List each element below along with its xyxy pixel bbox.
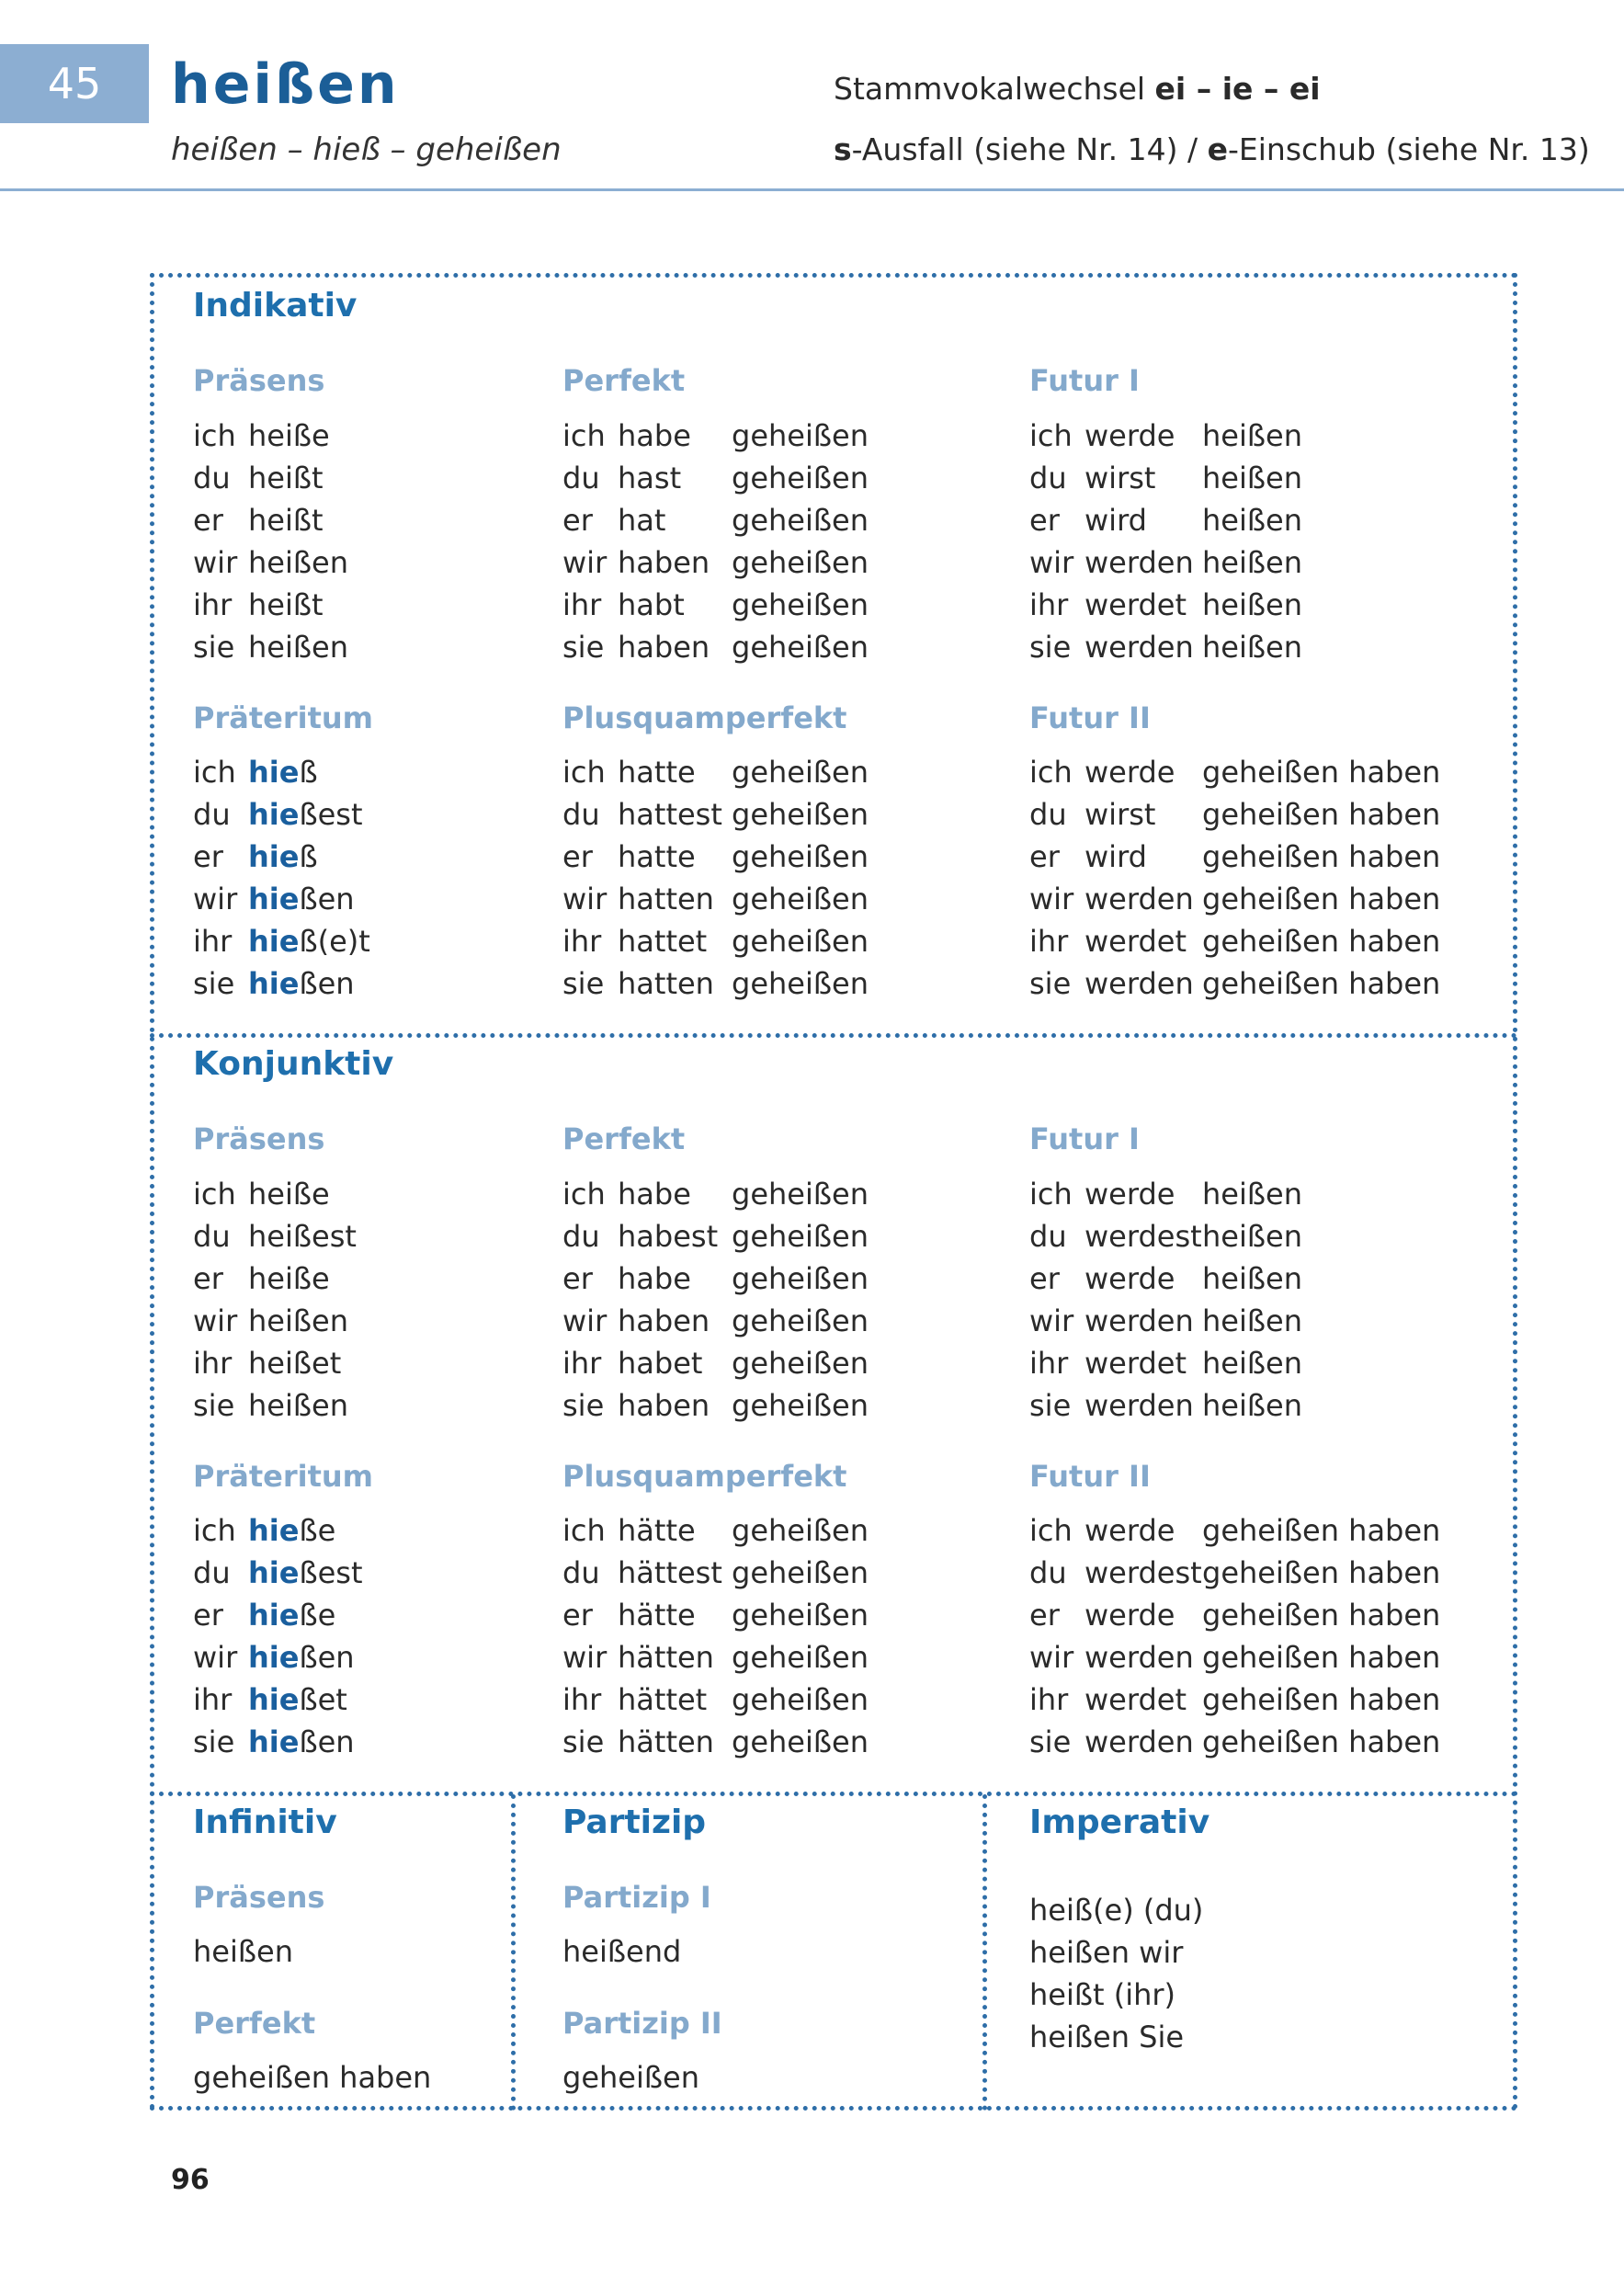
pronoun: du	[1029, 461, 1067, 495]
pronoun: er	[193, 503, 223, 538]
principal-parts: heißen – hieß – geheißen	[171, 131, 562, 168]
verb-form	[248, 1636, 355, 1679]
verb-form: werden	[1085, 630, 1194, 665]
pronoun: du	[562, 461, 600, 495]
pronoun: sie	[562, 966, 605, 1001]
pronoun: er	[562, 503, 593, 538]
pronoun: er	[193, 839, 223, 874]
stem-vowel-highlight: hie	[248, 966, 300, 1001]
verb-form	[248, 1594, 335, 1636]
participle: geheißen	[732, 1682, 869, 1717]
verb-form: wird	[1085, 839, 1147, 874]
participle: geheißen haben	[1202, 1640, 1441, 1675]
pronoun: ihr	[562, 924, 602, 959]
pronoun: ich	[1029, 1513, 1073, 1548]
stem-rest: ß	[299, 882, 318, 916]
verb-form: heißt	[248, 461, 324, 495]
participle: geheißen haben	[1202, 1513, 1441, 1548]
ending: est	[317, 1555, 363, 1590]
verb-form: wirst	[1085, 461, 1156, 495]
note-s-text: -Ausfall (siehe Nr. 14) /	[851, 131, 1208, 167]
verb-form: werdet	[1085, 1682, 1187, 1717]
participle: geheißen	[732, 545, 869, 580]
verb-form: werde	[1085, 1598, 1175, 1633]
verb-form: heißt	[248, 587, 324, 622]
imperativ-form-2: heißen wir	[1029, 1935, 1184, 1970]
pronoun: ihr	[562, 587, 602, 622]
pronoun: ihr	[1029, 587, 1069, 622]
verb-form: hatte	[618, 839, 696, 874]
pronoun: wir	[1029, 545, 1074, 580]
mood-konjunktiv: Konjunktiv	[193, 1045, 394, 1083]
section-imperativ: Imperativ	[1029, 1804, 1210, 1841]
spelling-note	[834, 129, 1590, 171]
verb-form: werde	[1085, 418, 1175, 453]
participle: geheißen	[732, 587, 869, 622]
pronoun: sie	[562, 1388, 605, 1423]
participle: heißen	[1202, 1346, 1302, 1381]
pronoun: wir	[562, 545, 608, 580]
stem-vowel-highlight: hie	[248, 1555, 300, 1590]
pronoun: du	[562, 1555, 600, 1590]
participle: heißen	[1202, 1303, 1302, 1338]
participle: geheißen haben	[1202, 924, 1441, 959]
verb-form: heißest	[248, 1219, 357, 1254]
pronoun: ihr	[1029, 1346, 1069, 1381]
participle: geheißen	[732, 1261, 869, 1296]
participle: geheißen	[732, 418, 869, 453]
pronoun: sie	[193, 630, 235, 665]
pronoun: ich	[193, 1177, 236, 1212]
verb-form: werdest	[1085, 1555, 1202, 1590]
pronoun: ich	[562, 1513, 606, 1548]
verb-form: haben	[618, 630, 710, 665]
page-number: 96	[171, 2164, 210, 2196]
verb-form: habe	[618, 1261, 691, 1296]
participle: geheißen haben	[1202, 797, 1441, 832]
verb-form: hätte	[618, 1598, 696, 1633]
participle: geheißen	[732, 1303, 869, 1338]
note-e-letter: e	[1207, 131, 1228, 167]
ending: e	[317, 1513, 336, 1548]
note-e-text: -Einschub (siehe Nr. 13)	[1228, 131, 1590, 167]
pronoun: du	[193, 797, 231, 832]
participle: geheißen	[732, 1388, 869, 1423]
verb-form: heißen	[248, 1388, 348, 1423]
verb-form	[248, 962, 355, 1005]
stem-vowel-highlight: hie	[248, 1724, 300, 1759]
imperativ-form-1: heiß(e) (du)	[1029, 1893, 1204, 1928]
verb-form: hätten	[618, 1724, 714, 1759]
infinitiv-perfekt-value: geheißen haben	[193, 2060, 432, 2095]
verb-title: heißen	[171, 52, 400, 117]
verb-form: werde	[1085, 1177, 1175, 1212]
participle: geheißen haben	[1202, 755, 1441, 790]
participle: geheißen	[732, 755, 869, 790]
partizip1-label: Partizip I	[562, 1880, 711, 1915]
tense-indikativ-praesens: Präsens	[193, 363, 325, 398]
stem-rest: ß	[299, 1598, 318, 1633]
verb-form: hättest	[618, 1555, 722, 1590]
section-partizip: Partizip	[562, 1804, 707, 1841]
participle: geheißen	[732, 1640, 869, 1675]
participle: geheißen haben	[1202, 839, 1441, 874]
pronoun: wir	[193, 1303, 238, 1338]
pronoun: ihr	[193, 587, 233, 622]
pronoun: wir	[193, 1640, 238, 1675]
ending: en	[317, 1640, 355, 1675]
verb-form: heiße	[248, 418, 330, 453]
participle: geheißen	[732, 630, 869, 665]
participle: geheißen haben	[1202, 966, 1441, 1001]
pronoun: wir	[1029, 1640, 1074, 1675]
verb-form: hattest	[618, 797, 722, 832]
tense-konjunktiv-praeteritum: Präteritum	[193, 1459, 373, 1494]
participle: geheißen haben	[1202, 882, 1441, 916]
imperativ-form-4: heißen Sie	[1029, 2020, 1185, 2054]
verb-form: habt	[618, 587, 685, 622]
verb-form: hätten	[618, 1640, 714, 1675]
participle: heißen	[1202, 1219, 1302, 1254]
tense-indikativ-praeteritum: Präteritum	[193, 700, 373, 735]
imperativ-form-3: heißt (ihr)	[1029, 1977, 1176, 2012]
verb-form: werdest	[1085, 1219, 1202, 1254]
verb-form: werde	[1085, 1261, 1175, 1296]
verb-form: heißen	[248, 630, 348, 665]
separator-partizip-imperativ	[982, 1794, 987, 2111]
verb-form: hattet	[618, 924, 708, 959]
stem-rest: ß	[299, 924, 318, 959]
separator-bottom-section	[150, 1792, 1517, 1796]
tense-indikativ-futur2: Futur II	[1029, 700, 1151, 735]
verb-form: habet	[618, 1346, 703, 1381]
verb-form: heißt	[248, 503, 324, 538]
verb-form: werdet	[1085, 587, 1187, 622]
verb-form: werden	[1085, 966, 1194, 1001]
stem-change-note	[834, 68, 1321, 110]
ending: en	[317, 882, 355, 916]
stem-rest: ß	[299, 755, 318, 790]
stem-rest: ß	[299, 966, 318, 1001]
pronoun: ihr	[193, 924, 233, 959]
verb-form: haben	[618, 1388, 710, 1423]
stem-rest: ß	[299, 1555, 318, 1590]
pronoun: du	[193, 461, 231, 495]
verb-form: werde	[1085, 755, 1175, 790]
participle: geheißen	[732, 1513, 869, 1548]
pronoun: du	[562, 1219, 600, 1254]
partizip2-value: geheißen	[562, 2060, 699, 2095]
verb-form	[248, 1721, 355, 1763]
verb-form: werden	[1085, 1303, 1194, 1338]
pronoun: ich	[562, 1177, 606, 1212]
pronoun: sie	[193, 1724, 235, 1759]
pronoun: du	[193, 1555, 231, 1590]
verb-form: werdet	[1085, 1346, 1187, 1381]
participle: geheißen haben	[1202, 1682, 1441, 1717]
pronoun: ihr	[562, 1346, 602, 1381]
stem-vowel-highlight: hie	[248, 1513, 300, 1548]
verb-form: hätte	[618, 1513, 696, 1548]
stem-vowel-highlight: hie	[248, 882, 300, 916]
tense-konjunktiv-futur2: Futur II	[1029, 1459, 1151, 1494]
participle: geheißen	[732, 1219, 869, 1254]
pronoun: er	[1029, 1261, 1060, 1296]
stem-rest: ß	[299, 797, 318, 832]
verb-form: habe	[618, 1177, 691, 1212]
pronoun: sie	[562, 1724, 605, 1759]
ending: est	[317, 797, 363, 832]
verb-form: werden	[1085, 1388, 1194, 1423]
participle: heißen	[1202, 1388, 1302, 1423]
pronoun: du	[1029, 1555, 1067, 1590]
ending: e	[317, 1598, 336, 1633]
participle: geheißen haben	[1202, 1555, 1441, 1590]
mood-indikativ: Indikativ	[193, 287, 358, 324]
stem-vowel-highlight: hie	[248, 924, 300, 959]
participle: heißen	[1202, 545, 1302, 580]
verb-form	[248, 836, 318, 878]
participle: heißen	[1202, 1177, 1302, 1212]
pronoun: er	[1029, 1598, 1060, 1633]
verb-form	[248, 878, 355, 920]
verb-form: werde	[1085, 1513, 1175, 1548]
verb-form: werden	[1085, 1724, 1194, 1759]
stem-rest: ß	[299, 1724, 318, 1759]
participle: heißen	[1202, 630, 1302, 665]
participle: geheißen	[732, 503, 869, 538]
participle: heißen	[1202, 418, 1302, 453]
infinitiv-praesens-value: heißen	[193, 1934, 293, 1969]
participle: geheißen	[732, 882, 869, 916]
participle: geheißen	[732, 1177, 869, 1212]
stem-rest: ß	[299, 1640, 318, 1675]
pronoun: sie	[1029, 630, 1072, 665]
pronoun: ich	[562, 418, 606, 453]
stem-rest: ß	[299, 839, 318, 874]
pronoun: ihr	[193, 1682, 233, 1717]
separator-konjunktiv	[150, 1033, 1517, 1038]
verb-form	[248, 920, 370, 962]
partizip2-label: Partizip II	[562, 2006, 722, 2041]
participle: geheißen	[732, 839, 869, 874]
stem-rest: ß	[299, 1513, 318, 1548]
verb-form: werden	[1085, 1640, 1194, 1675]
verb-form: habest	[618, 1219, 719, 1254]
tense-konjunktiv-perfekt: Perfekt	[562, 1121, 686, 1156]
ending: (e)t	[317, 924, 370, 959]
pronoun: ihr	[193, 1346, 233, 1381]
pronoun: ich	[1029, 1177, 1073, 1212]
pronoun: sie	[1029, 1388, 1072, 1423]
stem-change-prefix: Stammvokalwechsel	[834, 71, 1155, 107]
verb-form: werden	[1085, 882, 1194, 916]
participle: geheißen	[732, 461, 869, 495]
verb-form: haben	[618, 545, 710, 580]
pronoun: wir	[193, 882, 238, 916]
pronoun: ich	[1029, 755, 1073, 790]
verb-form	[248, 1679, 347, 1721]
pronoun: wir	[1029, 882, 1074, 916]
verb-form: habe	[618, 418, 691, 453]
pronoun: er	[1029, 839, 1060, 874]
ending: et	[317, 1682, 347, 1717]
tense-indikativ-perfekt: Perfekt	[562, 363, 686, 398]
verb-form: hast	[618, 461, 682, 495]
pronoun: sie	[1029, 1724, 1072, 1759]
participle: heißen	[1202, 461, 1302, 495]
stem-vowel-highlight: hie	[248, 839, 300, 874]
participle: geheißen	[732, 966, 869, 1001]
pronoun: ihr	[562, 1682, 602, 1717]
stem-vowel-highlight: hie	[248, 797, 300, 832]
participle: heißen	[1202, 503, 1302, 538]
pronoun: sie	[1029, 966, 1072, 1001]
pronoun: wir	[562, 1303, 608, 1338]
stem-vowel-highlight: hie	[248, 1682, 300, 1717]
participle: geheißen	[732, 797, 869, 832]
verb-form: hättet	[618, 1682, 708, 1717]
verb-form: heiße	[248, 1261, 330, 1296]
pronoun: sie	[193, 1388, 235, 1423]
verb-form: hatten	[618, 966, 714, 1001]
participle: geheißen haben	[1202, 1598, 1441, 1633]
participle: geheißen haben	[1202, 1724, 1441, 1759]
verb-form: hatte	[618, 755, 696, 790]
pronoun: er	[193, 1598, 223, 1633]
pronoun: er	[562, 1261, 593, 1296]
pronoun: er	[1029, 503, 1060, 538]
participle: geheißen	[732, 1598, 869, 1633]
pronoun: du	[193, 1219, 231, 1254]
verb-form	[248, 793, 363, 836]
stem-vowel-highlight: hie	[248, 1598, 300, 1633]
participle: geheißen	[732, 1555, 869, 1590]
tense-indikativ-futur1: Futur I	[1029, 363, 1140, 398]
partizip1-value: heißend	[562, 1934, 682, 1969]
tense-konjunktiv-plusquamperfekt: Plusquamperfekt	[562, 1459, 847, 1494]
verb-form: wird	[1085, 503, 1147, 538]
stem-rest: ß	[299, 1682, 318, 1717]
pronoun: er	[562, 839, 593, 874]
pronoun: er	[193, 1261, 223, 1296]
verb-form	[248, 751, 318, 793]
ending: en	[317, 1724, 355, 1759]
pronoun: ich	[193, 1513, 236, 1548]
verb-form: wirst	[1085, 797, 1156, 832]
tense-konjunktiv-praesens: Präsens	[193, 1121, 325, 1156]
infinitiv-praesens-label: Präsens	[193, 1880, 325, 1915]
verb-form: heißen	[248, 1303, 348, 1338]
pronoun: wir	[1029, 1303, 1074, 1338]
note-s-letter: s	[834, 131, 852, 167]
pronoun: ihr	[1029, 1682, 1069, 1717]
pronoun: wir	[562, 882, 608, 916]
verb-form	[248, 1509, 335, 1552]
header-rule	[0, 188, 1624, 191]
pronoun: er	[562, 1598, 593, 1633]
separator-infinitiv-partizip	[511, 1794, 516, 2111]
verb-form: heißen	[248, 545, 348, 580]
participle: heißen	[1202, 1261, 1302, 1296]
ending: en	[317, 966, 355, 1001]
pronoun: ihr	[1029, 924, 1069, 959]
verb-form: hatten	[618, 882, 714, 916]
pronoun: wir	[562, 1640, 608, 1675]
pronoun: ich	[193, 418, 236, 453]
verb-form: heiße	[248, 1177, 330, 1212]
pronoun: ich	[193, 755, 236, 790]
verb-form: werden	[1085, 545, 1194, 580]
stem-vowel-highlight: hie	[248, 1640, 300, 1675]
verb-form: hat	[618, 503, 666, 538]
verb-form: haben	[618, 1303, 710, 1338]
tense-indikativ-plusquamperfekt: Plusquamperfekt	[562, 700, 847, 735]
pronoun: du	[1029, 797, 1067, 832]
stem-change-value: ei – ie – ei	[1154, 71, 1321, 107]
infinitiv-perfekt-label: Perfekt	[193, 2006, 316, 2041]
pronoun: du	[562, 797, 600, 832]
pronoun: sie	[193, 966, 235, 1001]
pronoun: ich	[562, 755, 606, 790]
participle: geheißen	[732, 1346, 869, 1381]
section-infinitiv: Infinitiv	[193, 1804, 337, 1841]
participle: geheißen	[732, 924, 869, 959]
participle: geheißen	[732, 1724, 869, 1759]
participle: heißen	[1202, 587, 1302, 622]
pronoun: wir	[193, 545, 238, 580]
pronoun: sie	[562, 630, 605, 665]
stem-vowel-highlight: hie	[248, 755, 300, 790]
verb-number-badge: 45	[0, 44, 149, 123]
verb-form: heißet	[248, 1346, 342, 1381]
tense-konjunktiv-futur1: Futur I	[1029, 1121, 1140, 1156]
pronoun: ich	[1029, 418, 1073, 453]
verb-form: werdet	[1085, 924, 1187, 959]
pronoun: du	[1029, 1219, 1067, 1254]
verb-form	[248, 1552, 363, 1594]
